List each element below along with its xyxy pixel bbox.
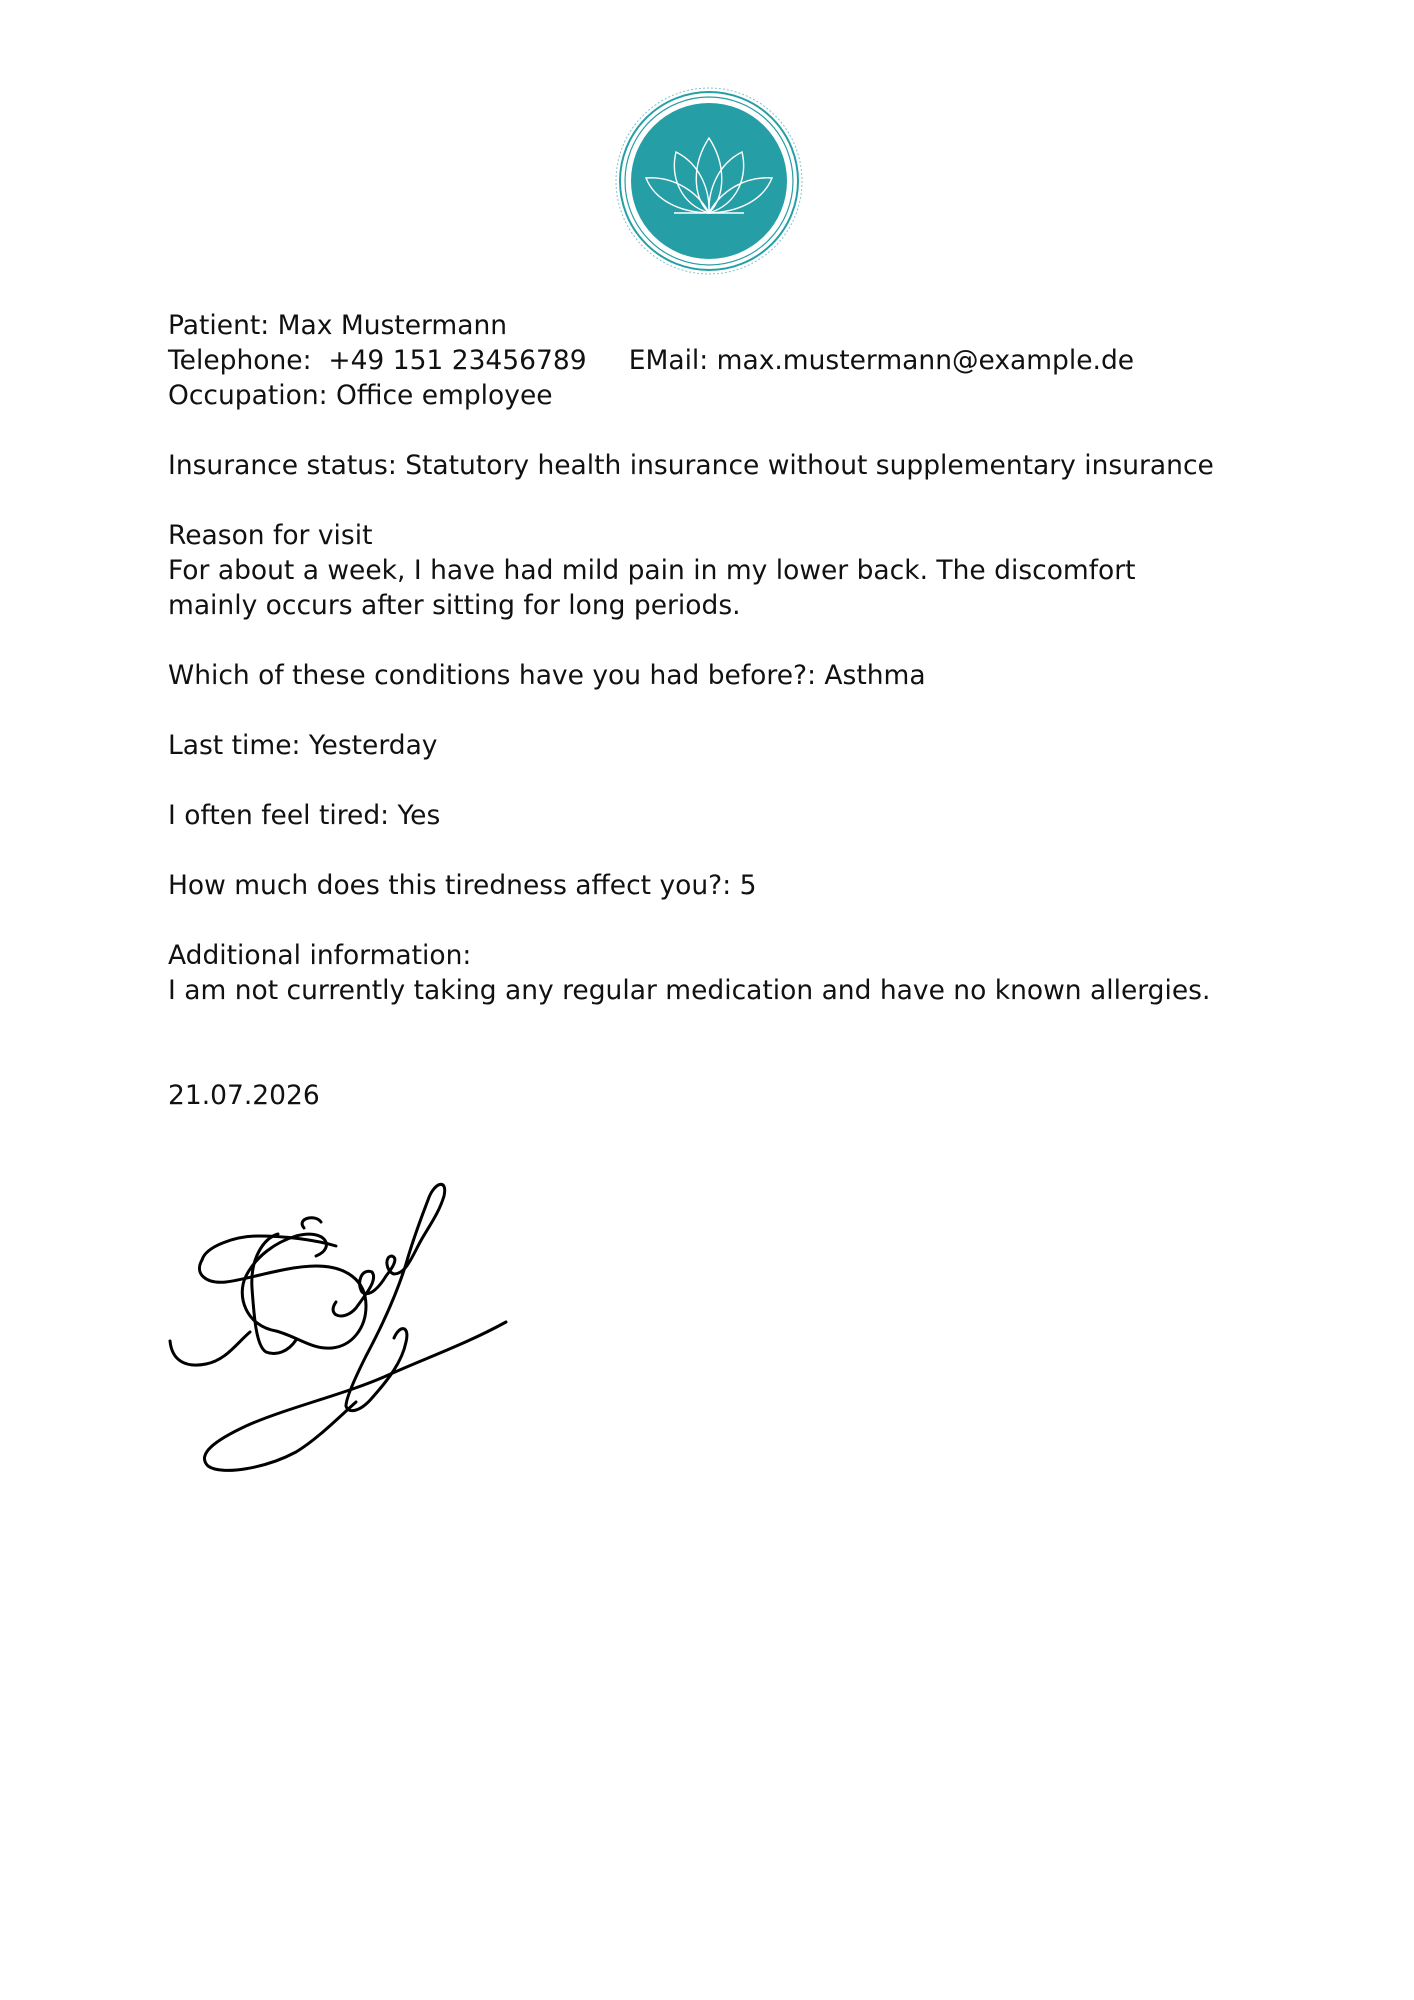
insurance-status: Insurance status: Statutory health insurance without supplementary insurance: [168, 450, 1214, 481]
date: 21.07.2026: [168, 1080, 320, 1111]
previous-conditions: Which of these conditions have you had before?: Asthma: [168, 660, 926, 691]
additional-heading: Additional information:: [168, 940, 472, 971]
occupation: Occupation: Office employee: [168, 380, 553, 411]
reason-text-line-2: mainly occurs after sitting for long periods.: [168, 590, 741, 621]
reason-heading: Reason for visit: [168, 520, 373, 551]
handwritten-signature: [166, 1176, 518, 1472]
email: EMail: max.mustermann@example.de: [628, 345, 1135, 376]
telephone: Telephone: +49 151 23456789: [168, 345, 587, 376]
patient-name: Patient: Max Mustermann: [168, 310, 508, 341]
reason-text-line-1: For about a week, I have had mild pain in my lower back. The discomfort: [168, 555, 1136, 586]
tiredness-impact: How much does this tiredness affect you?: 5: [168, 870, 757, 901]
form-summary: [168, 308, 1298, 1113]
additional-text: I am not currently taking any regular medication and have no known allergies.: [168, 975, 1211, 1006]
last-time: Last time: Yesterday: [168, 730, 438, 761]
contact-line: [168, 343, 1298, 378]
lotus-logo: [614, 86, 804, 276]
often-tired: I often feel tired: Yes: [168, 800, 441, 831]
